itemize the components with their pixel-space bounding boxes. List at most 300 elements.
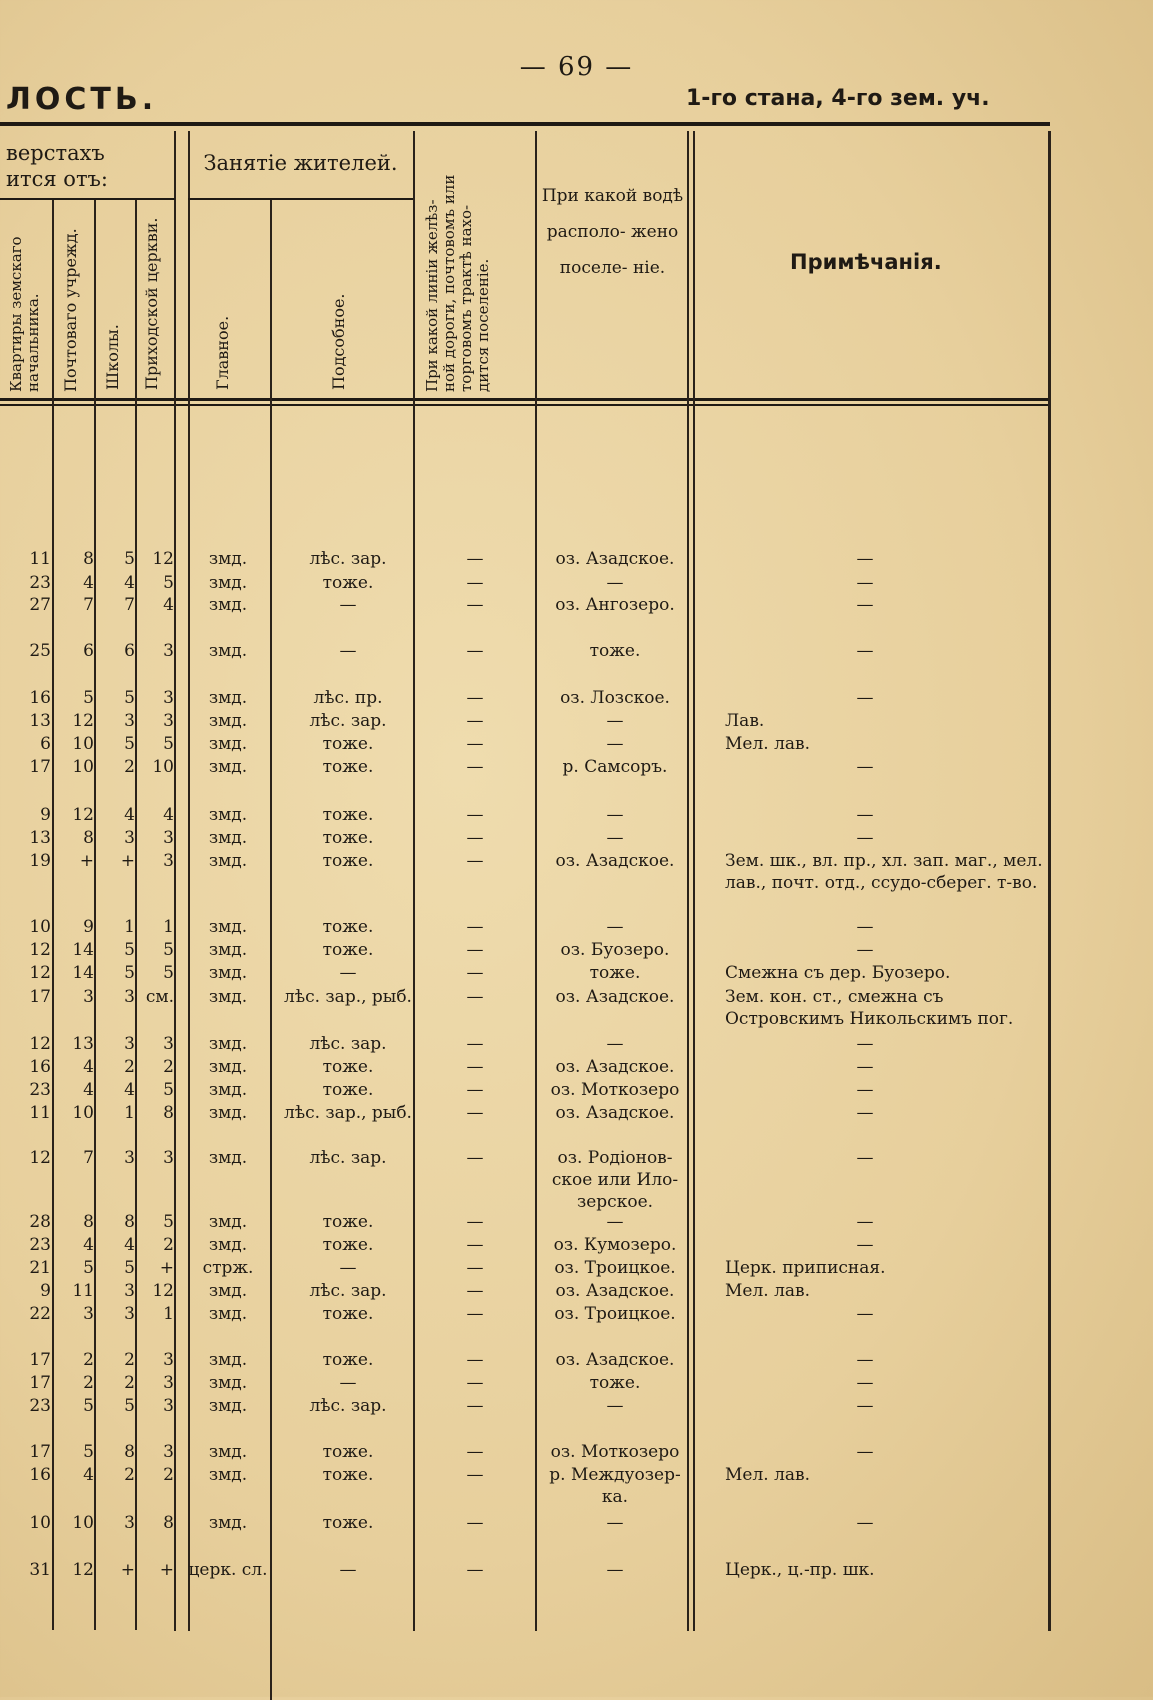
- cell-water: —: [606, 573, 624, 593]
- cell-road: —: [466, 1258, 484, 1278]
- cell-d2: 13: [72, 1034, 94, 1054]
- cell-note: Церк., ц.-пр. шк.: [725, 1560, 875, 1580]
- cell-aux: —: [339, 1373, 357, 1393]
- cell-aux: тоже.: [322, 1080, 374, 1100]
- cell-d4: см.: [145, 987, 174, 1007]
- cell-d3: 3: [124, 711, 135, 731]
- cell-road: —: [466, 595, 484, 615]
- cell-main: змд.: [208, 641, 248, 661]
- cell-d1: 23: [29, 1235, 51, 1255]
- cell-d2: 9: [83, 917, 94, 937]
- cell-d4: 3: [163, 1350, 174, 1370]
- cell-d3: 2: [124, 757, 135, 777]
- col-school-header: Школы.: [103, 324, 122, 390]
- cell-road: —: [466, 1057, 484, 1077]
- cell-road: —: [466, 805, 484, 825]
- cell-d1: 21: [29, 1258, 51, 1278]
- cell-main: змд.: [208, 757, 248, 777]
- cell-d1: 23: [29, 1396, 51, 1416]
- cell-d3: +: [120, 851, 135, 871]
- cell-water: —: [606, 1212, 624, 1232]
- cell-road: —: [466, 940, 484, 960]
- cell-d1: 12: [29, 1034, 51, 1054]
- cell-d2: 4: [83, 1057, 94, 1077]
- header-right: 1-го стана, 4-го зем. уч.: [686, 86, 990, 111]
- cell-aux: лѣс. зар.: [309, 1034, 387, 1054]
- cell-d2: 10: [72, 757, 94, 777]
- cell-note: —: [856, 1080, 874, 1100]
- cell-main: змд.: [208, 549, 248, 569]
- cell-d1: 23: [29, 573, 51, 593]
- cell-aux: тоже.: [322, 1212, 374, 1232]
- col-main-header: Главное.: [213, 315, 232, 390]
- cell-main: змд.: [208, 595, 248, 615]
- cell-aux: тоже.: [322, 851, 374, 871]
- cell-note: —: [856, 688, 874, 708]
- cell-d3: 2: [124, 1465, 135, 1485]
- cell-note: —: [856, 917, 874, 937]
- cell-aux: лѣс. зар.: [309, 549, 387, 569]
- cell-aux: лѣс. зар., рыб.: [284, 1103, 412, 1123]
- cell-main: змд.: [208, 1281, 248, 1301]
- cell-d3: 5: [124, 1258, 135, 1278]
- cell-note: Мел. лав.: [725, 734, 810, 754]
- cell-aux: лѣс. зар.: [309, 1396, 387, 1416]
- cell-note: —: [856, 573, 874, 593]
- cell-d1: 17: [29, 757, 51, 777]
- cell-d4: 3: [163, 641, 174, 661]
- cell-road: —: [466, 1560, 484, 1580]
- cell-road: —: [466, 1350, 484, 1370]
- cell-note: —: [856, 1235, 874, 1255]
- cell-aux: лѣс. зар.: [309, 1148, 387, 1168]
- col-aux-header: Подсобное.: [329, 293, 348, 390]
- cell-d2: 4: [83, 573, 94, 593]
- cell-d1: 16: [29, 1465, 51, 1485]
- occupation-group-header: Занятіе жителей.: [203, 151, 398, 175]
- cell-d4: 10: [152, 757, 174, 777]
- cell-d3: 1: [124, 1103, 135, 1123]
- cell-road: —: [466, 1281, 484, 1301]
- col-church-header: Приходской церкви.: [142, 217, 161, 390]
- cell-aux: —: [339, 641, 357, 661]
- cell-aux: тоже.: [322, 757, 374, 777]
- col-road-header: При какой линіи желѣз- ной дороги, почтовомъ или торговомъ трактѣ нахо- дится поселеніе.: [423, 174, 492, 392]
- cell-road: —: [466, 963, 484, 983]
- cell-d3: 8: [124, 1212, 135, 1232]
- cell-aux: тоже.: [322, 1465, 374, 1485]
- cell-aux: —: [339, 1258, 357, 1278]
- cell-d1: 28: [29, 1212, 51, 1232]
- cell-d2: 2: [83, 1373, 94, 1393]
- column-rule: [174, 131, 176, 1631]
- cell-water: —: [606, 1396, 624, 1416]
- cell-note: —: [856, 1034, 874, 1054]
- cell-road: —: [466, 1103, 484, 1123]
- cell-water: —: [606, 734, 624, 754]
- cell-d4: 12: [152, 1281, 174, 1301]
- cell-water: —: [606, 805, 624, 825]
- cell-d3: 5: [124, 688, 135, 708]
- cell-d2: 4: [83, 1235, 94, 1255]
- cell-road: —: [466, 828, 484, 848]
- cell-d3: 4: [124, 1235, 135, 1255]
- cell-d4: 3: [163, 1442, 174, 1462]
- cell-d3: 2: [124, 1057, 135, 1077]
- cell-water: —: [606, 711, 624, 731]
- cell-main: змд.: [208, 828, 248, 848]
- cell-water: оз. Родіонов- ское или Ило- зерское.: [551, 1148, 679, 1212]
- cell-note: Лав.: [725, 711, 765, 731]
- cell-d1: 17: [29, 987, 51, 1007]
- cell-water: оз. Азадское.: [555, 851, 675, 871]
- cell-water: оз. Азадское.: [555, 1057, 675, 1077]
- cell-d1: 12: [29, 940, 51, 960]
- cell-note: —: [856, 1103, 874, 1123]
- cell-d1: 13: [29, 828, 51, 848]
- cell-d1: 12: [29, 963, 51, 983]
- cell-main: стрж.: [202, 1258, 254, 1278]
- cell-main: змд.: [208, 1304, 248, 1324]
- col-zemsky-header: Квартиры земскаго начальника.: [7, 236, 42, 392]
- cell-water: —: [606, 1513, 624, 1533]
- cell-d4: 1: [163, 917, 174, 937]
- cell-water: оз. Троицкое.: [554, 1258, 676, 1278]
- cell-road: —: [466, 1235, 484, 1255]
- cell-aux: —: [339, 963, 357, 983]
- cell-water: р. Междуозер- ка.: [549, 1465, 681, 1507]
- cell-d3: 2: [124, 1373, 135, 1393]
- cell-d1: 16: [29, 1057, 51, 1077]
- cell-road: —: [466, 1212, 484, 1232]
- cell-main: змд.: [208, 805, 248, 825]
- cell-water: оз. Азадское.: [555, 549, 675, 569]
- cell-d4: 4: [163, 805, 174, 825]
- cell-water: оз. Азадское.: [555, 1350, 675, 1370]
- cell-d3: 3: [124, 1513, 135, 1533]
- cell-water: —: [606, 1560, 624, 1580]
- cell-road: —: [466, 641, 484, 661]
- cell-road: —: [466, 711, 484, 731]
- cell-d2: 5: [83, 1396, 94, 1416]
- cell-main: змд.: [208, 1034, 248, 1054]
- cell-aux: лѣс. зар.: [309, 711, 387, 731]
- group-rule: [188, 198, 413, 200]
- cell-d2: 7: [83, 1148, 94, 1168]
- cell-d2: 12: [72, 1560, 94, 1580]
- cell-aux: тоже.: [322, 1350, 374, 1370]
- cell-note: —: [856, 595, 874, 615]
- cell-d1: 11: [29, 1103, 51, 1123]
- cell-d4: 2: [163, 1235, 174, 1255]
- cell-d1: 31: [29, 1560, 51, 1580]
- cell-d1: 16: [29, 688, 51, 708]
- cell-note: —: [856, 1057, 874, 1077]
- cell-note: Церк. приписная.: [725, 1258, 886, 1278]
- cell-d4: 1: [163, 1304, 174, 1324]
- cell-d2: 8: [83, 1212, 94, 1232]
- cell-main: змд.: [208, 1080, 248, 1100]
- cell-d1: 22: [29, 1304, 51, 1324]
- cell-main: змд.: [208, 1212, 248, 1232]
- cell-d2: 3: [83, 1304, 94, 1324]
- cell-d4: 8: [163, 1513, 174, 1533]
- cell-road: —: [466, 1396, 484, 1416]
- cell-d3: 5: [124, 734, 135, 754]
- column-rule: [535, 131, 537, 1631]
- cell-d3: 5: [124, 940, 135, 960]
- column-rule: [270, 200, 272, 1700]
- cell-d1: 17: [29, 1442, 51, 1462]
- cell-water: оз. Азадское.: [555, 1281, 675, 1301]
- cell-d4: 5: [163, 940, 174, 960]
- cell-note: —: [856, 641, 874, 661]
- col-notes-header: Примѣчанія.: [790, 250, 942, 274]
- cell-d2: 3: [83, 987, 94, 1007]
- cell-d2: +: [79, 851, 94, 871]
- cell-note: —: [856, 1513, 874, 1533]
- cell-d1: 9: [40, 1281, 51, 1301]
- cell-water: оз. Лозское.: [560, 688, 670, 708]
- cell-d4: 3: [163, 688, 174, 708]
- cell-d2: 8: [83, 549, 94, 569]
- cell-main: змд.: [208, 987, 248, 1007]
- cell-d2: 10: [72, 734, 94, 754]
- cell-main: змд.: [208, 1513, 248, 1533]
- cell-d2: 4: [83, 1080, 94, 1100]
- cell-water: оз. Буозеро.: [560, 940, 670, 960]
- cell-d1: 17: [29, 1373, 51, 1393]
- group-rule: [0, 198, 175, 200]
- cell-d2: 14: [72, 963, 94, 983]
- col-post-header: Почтоваго учрежд.: [61, 228, 80, 392]
- cell-road: —: [466, 987, 484, 1007]
- cell-d3: 4: [124, 573, 135, 593]
- cell-road: —: [466, 1034, 484, 1054]
- cell-aux: лѣс. пр.: [313, 688, 383, 708]
- cell-d4: 3: [163, 851, 174, 871]
- cell-water: оз. Моткозеро: [550, 1080, 680, 1100]
- cell-note: —: [856, 1350, 874, 1370]
- cell-d3: 5: [124, 1396, 135, 1416]
- cell-d4: 3: [163, 1396, 174, 1416]
- cell-d4: 8: [163, 1103, 174, 1123]
- cell-main: змд.: [208, 1148, 248, 1168]
- cell-road: —: [466, 688, 484, 708]
- cell-road: —: [466, 917, 484, 937]
- cell-d2: 12: [72, 805, 94, 825]
- cell-water: —: [606, 917, 624, 937]
- cell-d1: 27: [29, 595, 51, 615]
- cell-main: змд.: [208, 940, 248, 960]
- cell-note: —: [856, 805, 874, 825]
- cell-note: Зем. кон. ст., смежна съ Островскимъ Никольскимъ пог.: [725, 987, 1014, 1029]
- cell-main: змд.: [208, 1373, 248, 1393]
- cell-d2: 6: [83, 641, 94, 661]
- cell-d4: 5: [163, 734, 174, 754]
- cell-main: змд.: [208, 917, 248, 937]
- cell-road: —: [466, 1513, 484, 1533]
- cell-d1: 10: [29, 1513, 51, 1533]
- cell-d2: 10: [72, 1103, 94, 1123]
- cell-d4: 5: [163, 963, 174, 983]
- cell-aux: тоже.: [322, 1057, 374, 1077]
- cell-d1: 17: [29, 1350, 51, 1370]
- cell-d4: 3: [163, 1148, 174, 1168]
- cell-water: оз. Троицкое.: [554, 1304, 676, 1324]
- cell-d1: 13: [29, 711, 51, 731]
- cell-d2: 10: [72, 1513, 94, 1533]
- cell-aux: тоже.: [322, 805, 374, 825]
- cell-d3: 3: [124, 1148, 135, 1168]
- cell-d3: 2: [124, 1350, 135, 1370]
- cell-water: оз. Азадское.: [555, 1103, 675, 1123]
- cell-aux: тоже.: [322, 1235, 374, 1255]
- cell-d4: 2: [163, 1057, 174, 1077]
- column-rule: [693, 131, 695, 1631]
- cell-d3: 3: [124, 828, 135, 848]
- cell-note: —: [856, 940, 874, 960]
- cell-water: оз. Кумозеро.: [553, 1235, 677, 1255]
- cell-d3: 5: [124, 549, 135, 569]
- top-rule: [0, 122, 1050, 126]
- cell-water: тоже.: [589, 641, 641, 661]
- cell-note: —: [856, 549, 874, 569]
- cell-road: —: [466, 757, 484, 777]
- cell-note: Мел. лав.: [725, 1281, 810, 1301]
- cell-water: оз. Ангозеро.: [555, 595, 675, 615]
- cell-road: —: [466, 734, 484, 754]
- cell-d4: +: [159, 1560, 174, 1580]
- cell-road: —: [466, 1148, 484, 1168]
- cell-d4: 3: [163, 711, 174, 731]
- cell-aux: лѣс. зар.: [309, 1281, 387, 1301]
- cell-road: —: [466, 1442, 484, 1462]
- cell-d3: 1: [124, 917, 135, 937]
- cell-d2: 4: [83, 1465, 94, 1485]
- cell-note: —: [856, 1304, 874, 1324]
- cell-road: —: [466, 1080, 484, 1100]
- cell-aux: тоже.: [322, 573, 374, 593]
- cell-main: змд.: [208, 1235, 248, 1255]
- header-bottom-rule: [0, 398, 1050, 401]
- cell-water: —: [606, 1034, 624, 1054]
- cell-d2: 7: [83, 595, 94, 615]
- cell-note: Зем. шк., вл. пр., хл. зап. маг., мел. лав., почт. отд., ссудо-сберег. т-во.: [725, 851, 1043, 893]
- cell-d2: 5: [83, 1258, 94, 1278]
- cell-road: —: [466, 1304, 484, 1324]
- cell-d4: 5: [163, 1080, 174, 1100]
- cell-d2: 2: [83, 1350, 94, 1370]
- cell-note: —: [856, 1396, 874, 1416]
- col-water-header: При какой водѣ располо- жено поселе- ніе.: [541, 186, 684, 278]
- cell-main: церк. сл.: [188, 1560, 268, 1580]
- cell-aux: тоже.: [322, 940, 374, 960]
- cell-road: —: [466, 1465, 484, 1485]
- cell-main: змд.: [208, 1396, 248, 1416]
- cell-note: —: [856, 1442, 874, 1462]
- cell-note: —: [856, 1373, 874, 1393]
- distance-group-header: верстахъ ится отъ:: [6, 141, 108, 191]
- cell-d1: 10: [29, 917, 51, 937]
- cell-road: —: [466, 549, 484, 569]
- cell-water: р. Самсоръ.: [562, 757, 668, 777]
- cell-d4: 2: [163, 1465, 174, 1485]
- cell-d4: 3: [163, 1034, 174, 1054]
- cell-road: —: [466, 851, 484, 871]
- cell-aux: тоже.: [322, 1442, 374, 1462]
- cell-d4: 3: [163, 828, 174, 848]
- cell-d1: 23: [29, 1080, 51, 1100]
- cell-d4: 4: [163, 595, 174, 615]
- cell-d4: 12: [152, 549, 174, 569]
- cell-d1: 12: [29, 1148, 51, 1168]
- cell-main: змд.: [208, 1442, 248, 1462]
- cell-road: —: [466, 573, 484, 593]
- cell-water: —: [606, 828, 624, 848]
- cell-d3: 3: [124, 1281, 135, 1301]
- cell-main: змд.: [208, 711, 248, 731]
- cell-road: —: [466, 1373, 484, 1393]
- header-bottom-rule-2: [0, 404, 1050, 406]
- cell-d2: 14: [72, 940, 94, 960]
- cell-aux: —: [339, 595, 357, 615]
- cell-d1: 25: [29, 641, 51, 661]
- cell-main: змд.: [208, 851, 248, 871]
- cell-note: —: [856, 1148, 874, 1168]
- cell-d3: +: [120, 1560, 135, 1580]
- cell-d2: 11: [72, 1281, 94, 1301]
- cell-main: змд.: [208, 688, 248, 708]
- cell-d1: 6: [40, 734, 51, 754]
- cell-main: змд.: [208, 1465, 248, 1485]
- cell-aux: тоже.: [322, 917, 374, 937]
- cell-d3: 3: [124, 1304, 135, 1324]
- cell-d2: 8: [83, 828, 94, 848]
- cell-d1: 9: [40, 805, 51, 825]
- cell-main: змд.: [208, 1350, 248, 1370]
- cell-aux: тоже.: [322, 734, 374, 754]
- cell-main: змд.: [208, 1057, 248, 1077]
- header-left: ЛОСТЬ.: [6, 82, 158, 117]
- cell-note: —: [856, 757, 874, 777]
- cell-d3: 4: [124, 1080, 135, 1100]
- cell-d3: 8: [124, 1442, 135, 1462]
- cell-water: тоже.: [589, 1373, 641, 1393]
- cell-water: оз. Моткозеро: [550, 1442, 680, 1462]
- cell-d3: 7: [124, 595, 135, 615]
- cell-d1: 11: [29, 549, 51, 569]
- cell-water: тоже.: [589, 963, 641, 983]
- cell-d2: 5: [83, 1442, 94, 1462]
- cell-aux: тоже.: [322, 1513, 374, 1533]
- cell-main: змд.: [208, 963, 248, 983]
- cell-d4: 5: [163, 1212, 174, 1232]
- cell-note: Смежна съ дер. Буозеро.: [725, 963, 951, 983]
- cell-d3: 3: [124, 987, 135, 1007]
- cell-d3: 3: [124, 1034, 135, 1054]
- cell-d4: +: [159, 1258, 174, 1278]
- cell-main: змд.: [208, 573, 248, 593]
- cell-note: —: [856, 828, 874, 848]
- cell-main: змд.: [208, 734, 248, 754]
- cell-d3: 5: [124, 963, 135, 983]
- cell-water: оз. Азадское.: [555, 987, 675, 1007]
- page-number: — 69 —: [519, 52, 634, 82]
- cell-d4: 5: [163, 573, 174, 593]
- cell-note: —: [856, 1212, 874, 1232]
- cell-d1: 19: [29, 851, 51, 871]
